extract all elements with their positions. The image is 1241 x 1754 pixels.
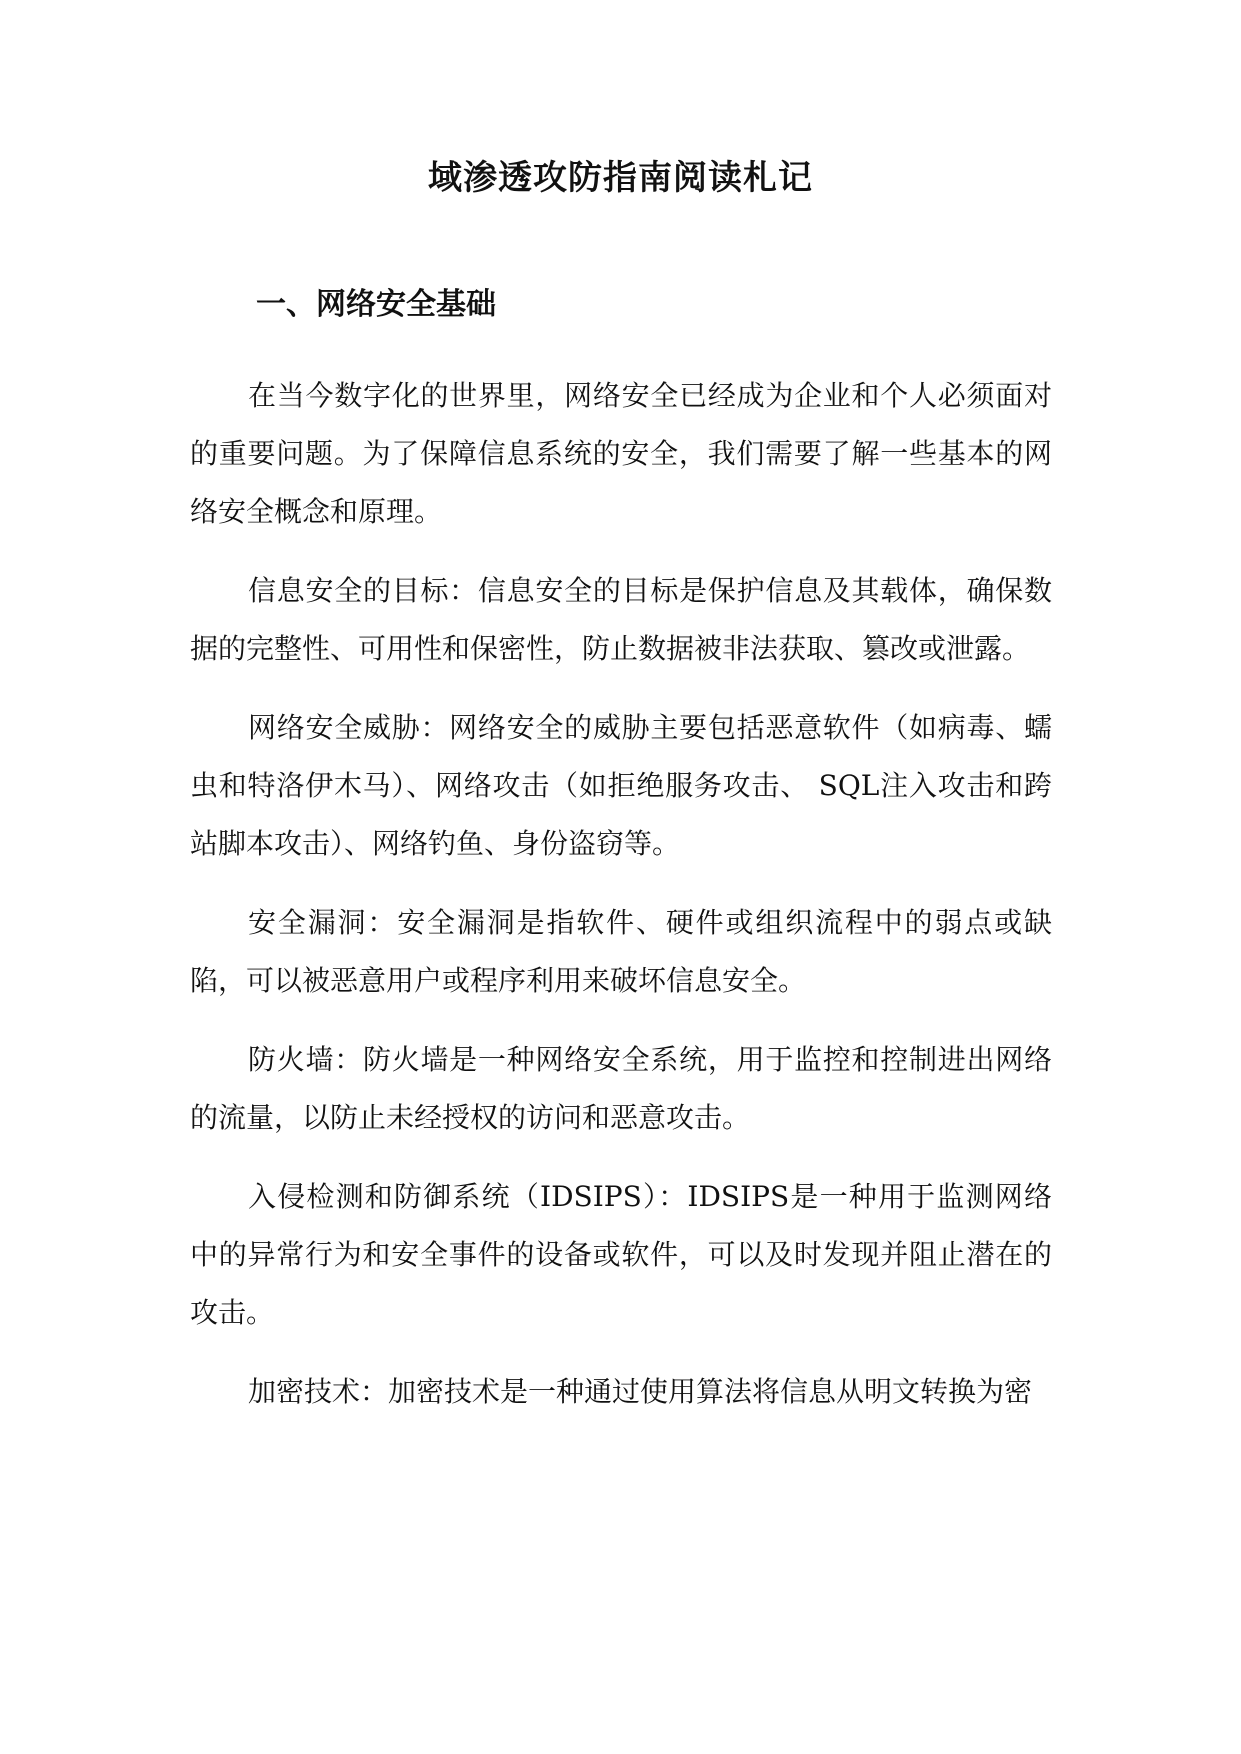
paragraph-security-threats: 网络安全威胁：网络安全的威胁主要包括恶意软件（如病毒、蠕虫和特洛伊木马）、网络攻击（如拒绝服务攻击、 SQL注入攻击和跨站脚本攻击）、网络钓鱼、身份盗窃等。 [190, 711, 1052, 860]
document-title: 域渗透攻防指南阅读札记 [428, 158, 813, 198]
paragraph-intro: 在当今数字化的世界里，网络安全已经成为企业和个人必须面对的重要问题。为了保障信息系统的安全，我们需要了解一些基本的网络安全概念和原理。 [190, 379, 1052, 528]
paragraph-firewall: 防火墙：防火墙是一种网络安全系统，用于监控和控制进出网络的流量，以防止未经授权的访问和恶意攻击。 [190, 1043, 1052, 1134]
paragraph-encryption: 加密技术：加密技术是一种通过使用算法将信息从明文转换为密 [248, 1375, 1033, 1408]
paragraph-security-goals: 信息安全的目标：信息安全的目标是保护信息及其载体，确保数据的完整性、可用性和保密性，防止数据被非法获取、篡改或泄露。 [190, 574, 1052, 665]
body-text [190, 367, 1052, 1442]
paragraph-idsips: 入侵检测和防御系统（IDSIPS）：IDSIPS是一种用于监测网络中的异常行为和安全事件的设备或软件，可以及时发现并阻止潜在的攻击。 [190, 1180, 1052, 1329]
paragraph-vulnerabilities: 安全漏洞：安全漏洞是指软件、硬件或组织流程中的弱点或缺陷，可以被恶意用户或程序利用来破坏信息安全。 [190, 906, 1052, 997]
section-heading: 一、网络安全基础 [256, 287, 496, 322]
